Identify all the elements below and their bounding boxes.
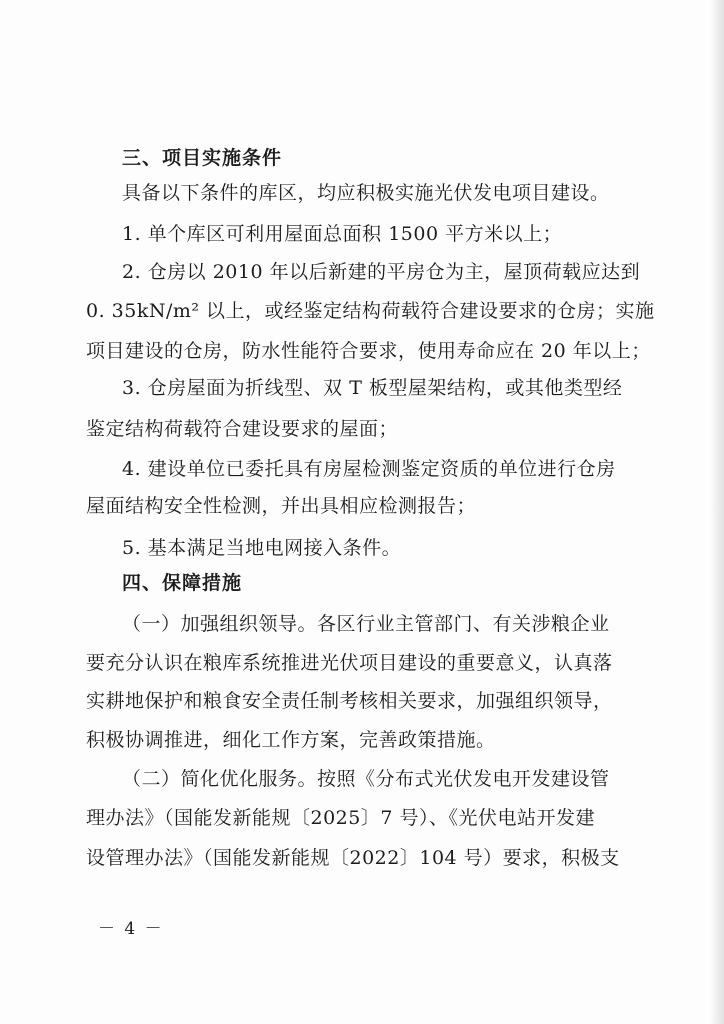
- paragraph-line: 要充分认识在粮库系统推进光伏项目建设的重要意义，认真落: [86, 652, 613, 674]
- paragraph-line: 1. 单个库区可利用屋面总面积 1500 平方米以上；: [122, 223, 563, 245]
- paragraph-line: （一）加强组织领导。各区行业主管部门、有关涉粮企业: [122, 613, 610, 635]
- section-heading-safeguard-measures: 四、保障措施: [122, 572, 243, 594]
- paragraph-line: 鉴定结构荷载符合建设要求的屋面；: [86, 418, 399, 440]
- paragraph-line: 设管理办法》（国能发新能规〔2022〕104 号）要求，积极支: [86, 847, 620, 869]
- paragraph-line: （二）简化优化服务。按照《分布式光伏发电开发建设管: [122, 768, 610, 790]
- paragraph-line: 具备以下条件的库区，均应积极实施光伏发电项目建设。: [122, 182, 610, 204]
- paragraph-line: 屋面结构安全性检测，并出具相应检测报告；: [86, 495, 477, 517]
- paragraph-line: 3. 仓房屋面为折线型、双 T 板型屋架结构，或其他类型经: [122, 377, 623, 399]
- section-heading-implementation-conditions: 三、项目实施条件: [122, 147, 283, 169]
- paragraph-line: 理办法》（国能发新能规〔2025〕7 号）、《光伏电站开发建: [86, 807, 595, 829]
- paragraph-line: 积极协调推进，细化工作方案，完善政策措施。: [86, 729, 496, 751]
- paragraph-line: 0. 35kN/m² 以上，或经鉴定结构荷载符合建设要求的仓房；实施: [86, 300, 655, 322]
- paragraph-line: 项目建设的仓房，防水性能符合要求，使用寿命应在 20 年以上；: [86, 340, 651, 362]
- page-number: － 4 －: [98, 919, 164, 939]
- paragraph-line: 2. 仓房以 2010 年以后新建的平房仓为主，屋顶荷载应达到: [122, 261, 641, 283]
- paragraph-line: 实耕地保护和粮食安全责任制考核相关要求，加强组织领导，: [86, 690, 613, 712]
- paragraph-line: 5. 基本满足当地电网接入条件。: [122, 537, 402, 559]
- paragraph-line: 4. 建设单位已委托具有房屋检测鉴定资质的单位进行仓房: [122, 458, 616, 480]
